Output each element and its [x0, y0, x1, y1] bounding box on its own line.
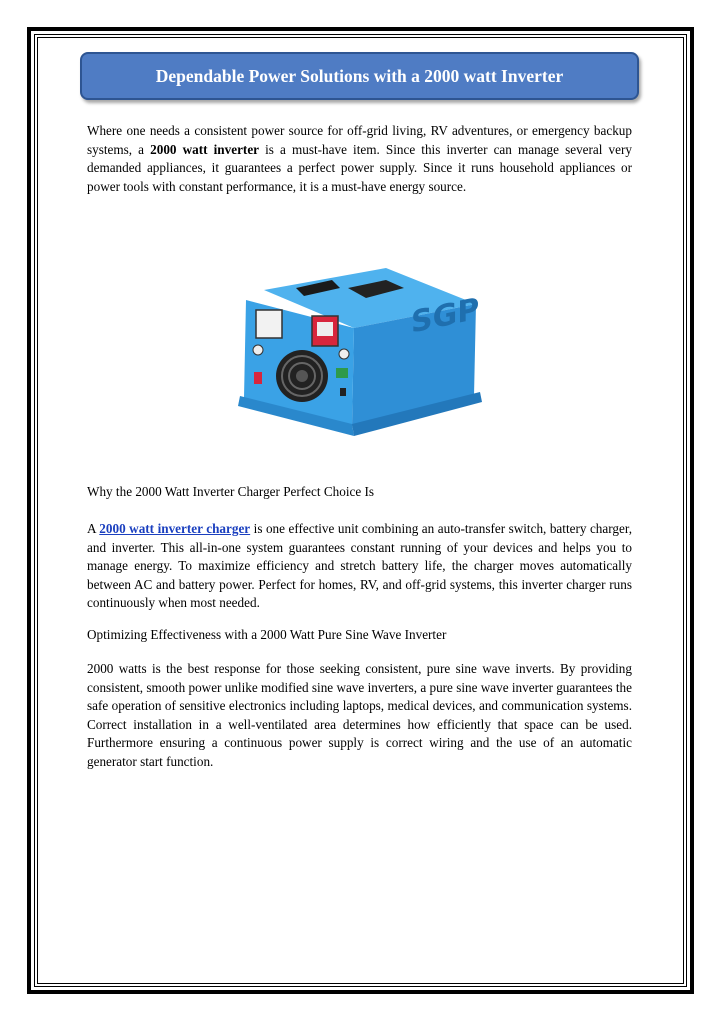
intro-paragraph	[87, 122, 632, 196]
inverter-charger-paragraph	[87, 520, 632, 613]
pure-sine-paragraph: 2000 watts is the best response for those seeking consistent, pure sine wave inverts. By providing consistent, smooth power unlike modified sine wave inverters, a pure sine wave inverter guarantees the safe operation of sensitive electronics including laptops, medical devices, and communication systems. Correct installation in a well-ventilated area determines how efficiently that space can be used. Furthermore ensuring a continuous power supply is correct wiring and the use of an automatic generator start function.	[87, 661, 632, 769]
product-brand-logo: SGP	[411, 291, 480, 341]
section-heading-pure-sine: Optimizing Effectiveness with a 2000 Watt Pure Sine Wave Inverter	[87, 627, 447, 642]
intro-bold-keyword: 2000 watt inverter	[150, 141, 260, 157]
inverter-charger-link[interactable]: 2000 watt inverter charger	[99, 521, 251, 536]
section1-text: A	[87, 521, 100, 536]
inverter-product-image	[236, 258, 486, 438]
page-title: Dependable Power Solutions with a 2000 watt Inverter	[155, 65, 564, 86]
section1-text-rest: is one effective unit combining an auto-transfer switch, battery charger, and inverter. This all-in-one system guarantees constant running of your devices and helps you to manage energy. To maximize efficiency and stretch battery life, the charger moves automatically between AC and battery power. Perfect for homes, RV, and off-grid systems, this inverter charger runs continuously when most needed.	[87, 521, 633, 611]
section-heading-inverter-charger: Why the 2000 Watt Inverter Charger Perfect Choice Is	[87, 484, 375, 499]
intro-text: Where one needs a consistent power source for off-grid living, RV adventures, or emergency backup systems, a	[87, 123, 632, 157]
intro-text-rest: is a must-have item. Since this inverter can manage several very demanded appliances, it guarantees a perfect power supply. Since it runs household appliances or power tools with constant performance, it is a must-have energy source.	[87, 141, 632, 194]
title-banner	[80, 52, 639, 100]
